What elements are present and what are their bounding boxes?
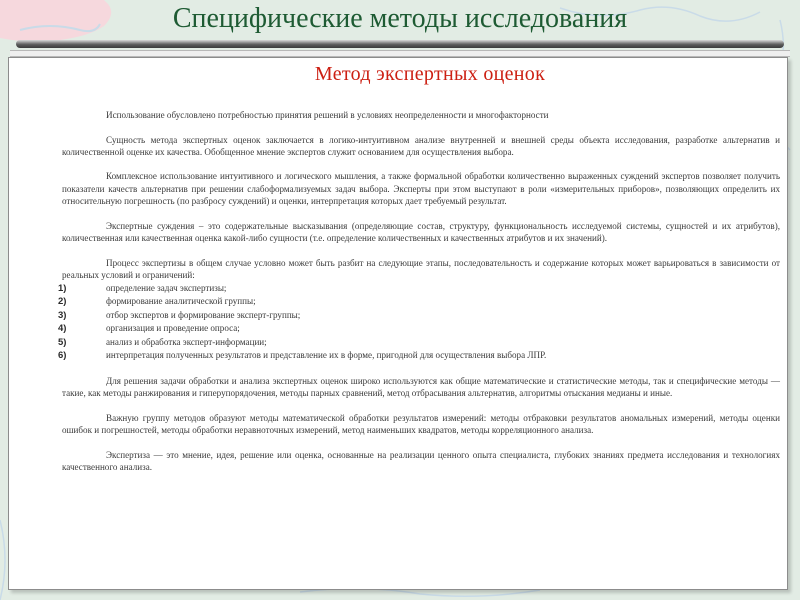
list-item-text: определение задач экспертизы; <box>106 282 227 293</box>
list-item-text: анализ и обработка эксперт-информации; <box>106 336 267 347</box>
list-number: 6) <box>58 350 67 362</box>
paragraph: Процесс экспертизы в общем случае условно может быть разбит на следующие этапы, последовательность и содержание которых может варьироваться в зависимости от реальных условий и ограничений: <box>62 258 780 281</box>
list-item <box>58 336 780 350</box>
paragraph: Сущность метода экспертных оценок заключается в логико-интуитивном анализе внутренней и внешней среды объекта исследования, разработке альтернатив и количественной оценке их качества. Обобщенное мнение экспертов служит основанием для осуществления выбора. <box>62 134 780 157</box>
list-number: 1) <box>58 282 67 294</box>
paragraph: Экспертные суждения – это содержательные высказывания (определяющие состав, структуру, функциональность исследуемой системы, сущностей и их атрибутов), количественная или качественная оценка какой-либо сущности (т.е. определение количественных и качественных атрибутов и их значений). <box>62 220 780 243</box>
list-number: 3) <box>58 309 67 321</box>
process-steps-list <box>58 282 780 363</box>
list-number: 5) <box>58 336 67 348</box>
paragraph: Для решения задачи обработки и анализа экспертных оценок широко используются как общие математические и статистические методы, так и специфические методы — такие, как методы ранжирования и гиперупорядочения, методы парных сравнений, метод отбрасывания альтернатив, алгоритмы отыскания медианы и иные. <box>62 375 780 399</box>
paragraph: Комплексное использование интуитивного и логического мышления, а также формальной обработки количественно выраженных суждений экспертов позволяет получить показатели качеств альтернатив при решении слабоформализуемых задач выбора. Эксперты при этом выступают в роли «измерительных приборов», позволяющих определить их относительную погрешность (по разбросу суждений) и оценки, интерпретация которых дает требуемый результат. <box>62 171 780 207</box>
slide-subtitle: Метод экспертных оценок <box>314 63 546 85</box>
list-item <box>58 282 780 296</box>
list-number: 2) <box>58 296 67 308</box>
list-item-text: организация и проведение опроса; <box>106 323 240 334</box>
list-item <box>58 322 780 336</box>
list-item <box>58 349 780 363</box>
paragraph: Использование обусловлено потребностью принятия решений в условиях неопределенности и многофакторности <box>106 110 549 120</box>
paragraph: Важную группу методов образуют методы математической обработки результатов измерений: методы отбраковки результатов аномальных измерений, методы оценки ошибок и погрешностей, методы обработки неравноточных измерений, метод наименьших квадратов, методы корреляционного анализа. <box>62 412 780 436</box>
paragraph: Экспертиза — это мнение, идея, решение или оценка, основанные на реализации ценного опыта специалиста, глубоких знаниях предмета исследования и технологиях качественного анализа. <box>62 449 780 473</box>
list-item-text: интерпретация полученных результатов и представление их в форме, пригодной для осуществления выбора ЛПР. <box>106 350 547 361</box>
list-number: 4) <box>58 323 67 335</box>
list-item-text: отбор экспертов и формирование эксперт-группы; <box>106 309 301 320</box>
title-divider <box>16 40 784 48</box>
slide-title: Специфические методы исследования <box>172 3 628 34</box>
content-body <box>58 109 780 486</box>
list-item <box>58 295 780 309</box>
list-item-text: формирование аналитической группы; <box>106 296 256 307</box>
title-divider-band <box>10 50 790 57</box>
list-item <box>58 309 780 323</box>
